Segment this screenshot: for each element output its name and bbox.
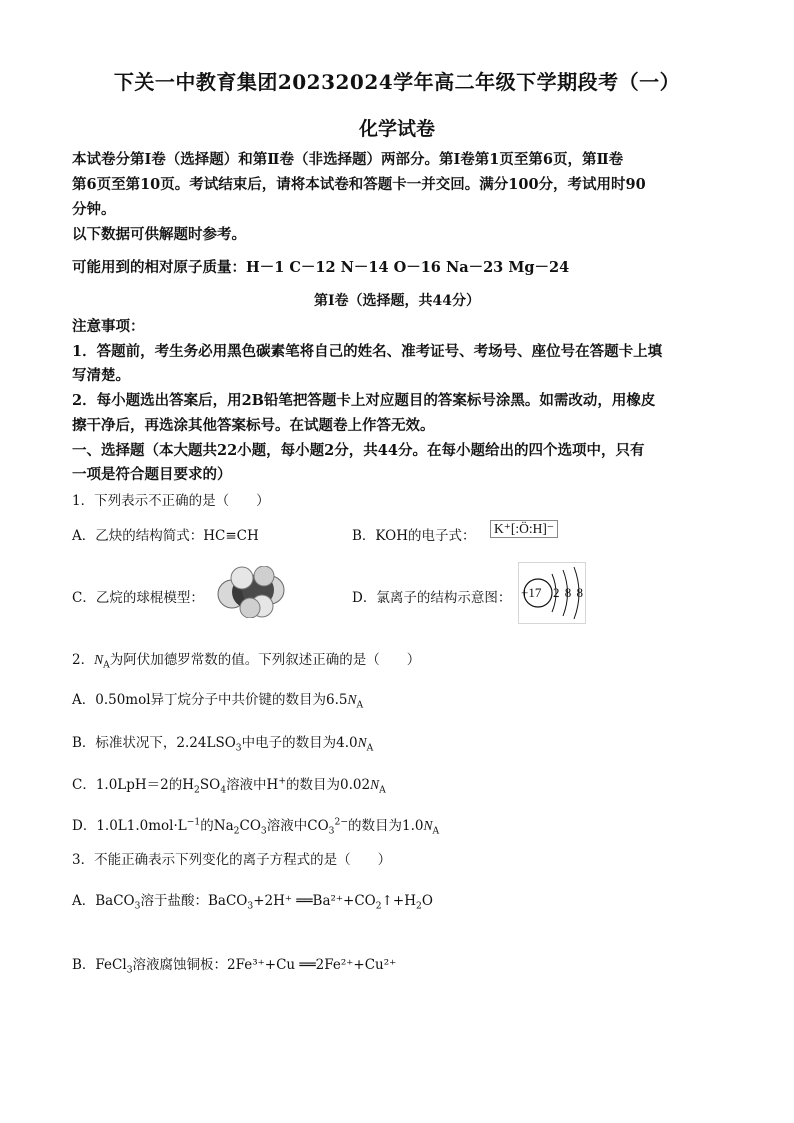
q3-option-b: B．FeCl$_3$溶液腐蚀铜板：2Fe³⁺+Cu ══2Fe²⁺+Cu²⁺	[72, 957, 397, 976]
ethane-ball-model-icon	[212, 566, 290, 618]
q2-option-d: D．$1.0L1.0mol\cdot L^{-1}$的$Na_2CO_3$溶液中$CO_3^{2-}$的数目为$1.0N_A$	[72, 816, 440, 837]
part-heading-b: 一项是符合题目要求的）	[72, 466, 232, 483]
chloride-nucleus-label: +17	[521, 585, 542, 600]
q1-option-d-label: D．氯离子的结构示意图：	[352, 590, 512, 606]
intro-line-4: 以下数据可供解题时参考。	[72, 226, 246, 243]
q1-stem: 1．下列表示不正确的是（ ）	[72, 493, 270, 509]
q1-option-b-formula: K⁺[:Ö:H]⁻	[490, 520, 558, 538]
q1-option-c-label: C．乙烷的球棍模型：	[72, 590, 204, 606]
chloride-shell-electrons: 2 8 8	[553, 585, 584, 600]
notice-1b: 写清楚。	[72, 367, 130, 384]
q3-option-a: A．BaCO$_3$溶于盐酸：BaCO$_3$+2H⁺ $══Ba^{2+}+CO_2↑+H_2O$	[72, 893, 433, 912]
atomic-mass-line: 可能用到的相对原子质量：H－1 C－12 N－14 O－16 Na－23 Mg－24	[72, 259, 570, 276]
exam-subject: 化学试卷	[358, 118, 435, 140]
section-heading: 第Ⅰ卷（选择题，共44分）	[313, 293, 481, 309]
q1-option-b-label: B．KOH的电子式：	[352, 528, 476, 544]
exam-title: 下关一中教育集团20232024学年高二年级下学期段考（一）	[113, 70, 681, 94]
q2-option-c: C．1.0LpH＝2的$H_2SO_4$溶液中H+的数目为$0.02N_A$	[72, 775, 386, 796]
intro-line-1: 本试卷分第Ⅰ卷（选择题）和第Ⅱ卷（非选择题）两部分。第Ⅰ卷第1页至第6页，第Ⅱ卷	[72, 151, 624, 168]
q2-option-a: A．0.50mol异丁烷分子中共价键的数目为$6.5N_A$	[72, 692, 364, 711]
intro-line-2: 第6页至第10页。考试结束后，请将本试卷和答题卡一并交回。满分100分，考试用时90	[72, 176, 646, 193]
q2-stem: 2．$N_A$为阿伏加德罗常数的值。下列叙述正确的是（ ）	[72, 652, 421, 671]
part-heading-a: 一、选择题（本大题共22小题，每小题2分，共44分。在每小题给出的四个选项中，只有	[72, 442, 645, 459]
q2-option-b: B．标准状况下，$2.24LSO_3$中电子的数目为$4.0N_A$	[72, 735, 374, 754]
q3-stem: 3．不能正确表示下列变化的离子方程式的是（ ）	[72, 852, 392, 868]
notice-1a: 1．答题前，考生务必用黑色碳素笔将自己的姓名、准考证号、考场号、座位号在答题卡上填	[72, 343, 663, 360]
notice-title: 注意事项：	[72, 318, 145, 335]
notice-2b: 擦干净后，再选涂其他答案标号。在试题卷上作答无效。	[72, 417, 435, 434]
notice-2a: 2．每小题选出答案后，用2B铅笔把答题卡上对应题目的答案标号涂黑。如需改动，用橡皮	[72, 392, 656, 409]
q1-option-a: A．乙炔的结构简式：HC≡CH	[72, 528, 259, 544]
intro-line-3: 分钟。	[72, 201, 116, 218]
